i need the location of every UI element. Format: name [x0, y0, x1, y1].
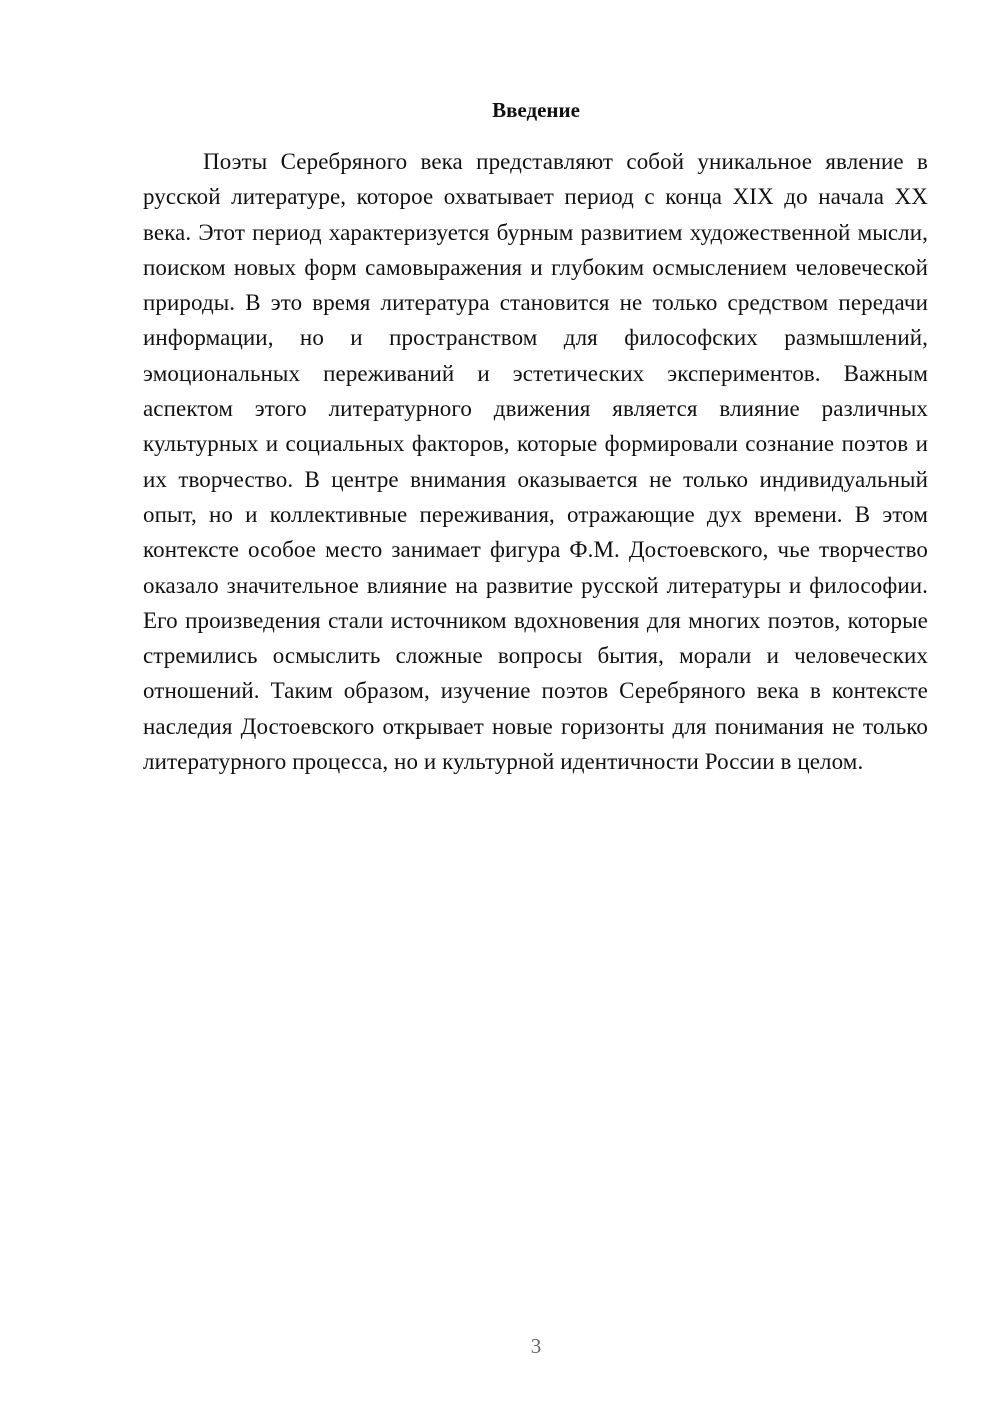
body-paragraph: Поэты Серебряного века представляют собой уникальное явление в русской литературе, которое охватывает период с конца XIX до начала XX века. Этот период характеризуется бурным развитием художественной мысли, поиском новых форм самовыражения и глубоким осмыслением человеческой природы. В это время литература становится не только средством передачи информации, но и пространством для философских размышлений, эмоциональных переживаний и эстетических экспериментов. Важным аспектом этого литературного движения является влияние различных культурных и социальных факторов, которые формировали сознание поэтов и их творчество. В центре внимания оказывается не только индивидуальный опыт, но и коллективные переживания, отражающие дух времени. В этом контексте особое место занимает фигура Ф.М. Достоевского, чье творчество оказало значительное влияние на развитие русской литературы и философии. Его произведения стали источником вдохновения для многих поэтов, которые стремились осмыслить сложные вопросы бытия, морали и человеческих отношений. Таким образом, изучение поэтов Серебряного века в контексте наследия Достоевского открывает новые горизонты для понимания не только литературного процесса, но и культурной идентичности России в целом.	[143, 149, 928, 775]
page-number: 3	[530, 1334, 542, 1358]
section-heading: Введение	[492, 98, 580, 122]
